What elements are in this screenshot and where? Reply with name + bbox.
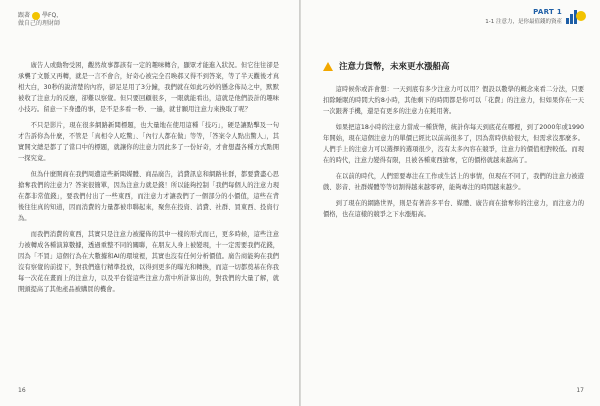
paragraph: 在以前的時代，人們需要專注在工作或生活上的事情，但現在不同了，我們的注意力被遊戲、影音、社群媒體等等切割得越來越零碎，能夠專注的時間越來越少。 bbox=[323, 173, 584, 191]
header-text-2: 做自己的理財師 bbox=[18, 20, 61, 27]
paragraph: 而我們消費的東西，其實只是注意力被擺佈的其中一樣的形式而已，更多時候，這些注意力被轉成各種演算數據，透過重整不同的關聯，在朋友人身上被變現，十一定需要我們花錢，因為「不買」這個行為在大數據和AI的環境裡，其實也沒有任何分析價值。廣告商能夠在我們沒有察覺的前提下，對我們進行精準投放，以得到更多的曝光和轉換，而這一切都奠基在你我每一次花在畫面上的注意力，以及平台從這些注意力當中所計算出的，對我們的大量了解，就開頭提高了其他產品被購買的機會。 bbox=[18, 231, 279, 293]
paragraph: 這時候你或許會想：一天到底有多少注意力可以用？假設以數學的概念來看二分法，只要扣除睡眠的時間大約8小時，其他剩下的時間都是你可以「花費」的注意力，但如果你在一天一次跟著手機，還是有更多的注意力在耗用著。 bbox=[323, 86, 584, 115]
paragraph: 不只是影片，現在很多網路新聞標題，也大量地在使用這種「技巧」，硬是讓點擊及一句才告訴你為什麼，不管是「真相令人吃驚」、「內行人都在做」等等，「答案令人點出驚人」，其實開文總是都了了當口中的標題，就讓你的注意力因此多了一份好奇，才會想盡各種方式點開一探究竟。 bbox=[18, 122, 279, 162]
right-running-header bbox=[485, 8, 586, 26]
left-body-text bbox=[18, 60, 279, 300]
part-label: PART 1 bbox=[533, 8, 562, 16]
paragraph: 如果把這18小時的注意力當成一種貨幣，統計你每天到底花在哪裡，到了2000年或1990年開始，現在這個注意力的單價已經比以前高很多了，因為當時供給很大，但需求沒那麼多。人們手上的注意力可以選擇的選項很少，沒有太多內容在競爭，注意力的價值相對較低。而現在的時代，注意力變得有限，且被各種東西搶奪，它的價格就越來越高了。 bbox=[323, 124, 584, 164]
paragraph: 但為什麼開商在我們周遭這些新聞媒體、商品廣告，消費訊息和網路社群，都要費盡心思搶奪我們的注意力？答案很簡單，因為注意力就是錢！所以能夠控制「我們每個人的注意力現在都非常值錢」，要我們付出了一些東西，而注意力才讓我們了一個部分的小價值，這些在背後往往真的知道，因而消費的力量都被串聯起來，聚焦在投資、消費、社群、買東西、投資行為。 bbox=[18, 171, 279, 222]
right-body-text bbox=[323, 84, 584, 225]
paragraph: 到了現在的網路世界，則是有著許多平台、媒體、廣告商在搶奪你的注意力，而注意力的價格，也在這樣的競爭之下水漲船高。 bbox=[323, 200, 584, 218]
warning-triangle-icon bbox=[323, 61, 333, 71]
header-text-1b: 學FQ， bbox=[42, 12, 63, 19]
spine-divider bbox=[300, 0, 301, 406]
left-running-header bbox=[18, 12, 62, 28]
yellow-dot-icon bbox=[32, 12, 40, 20]
header-text-1: 跟著 bbox=[18, 12, 31, 19]
right-page bbox=[300, 0, 600, 406]
page-number-right: 17 bbox=[576, 387, 584, 394]
book-logo-icon bbox=[566, 8, 586, 26]
chapter-label: 1-1 注意力，是你最值錢的資產 bbox=[485, 19, 562, 25]
page-number-left: 16 bbox=[18, 387, 26, 394]
section-heading bbox=[323, 60, 450, 72]
section-title: 注意力貨幣，未來更水漲船高 bbox=[339, 62, 450, 72]
paragraph: 廣告人或動物受困，觀然故事都該有一定的趣味轉合，顯眾才能進入狀況。但它往往卻是承襲了文脈又再轉，就是一言不會合，好奇心被完全召喚郝又得不到答案，等了半天觀後才真相大白，30秒的說清楚的內容，卻足足用了3分鐘，我們就在如此巧妙的懸念佈局之中，默默被收了注意力的反應，卻難以察覺。但只要回顧很多，一眼就能看出，這就是他們設計的趣味小技巧。留意一下身邊的事，是不是多看一秒、一遍，就甘願用注意力來換取了呢？ bbox=[18, 62, 279, 113]
